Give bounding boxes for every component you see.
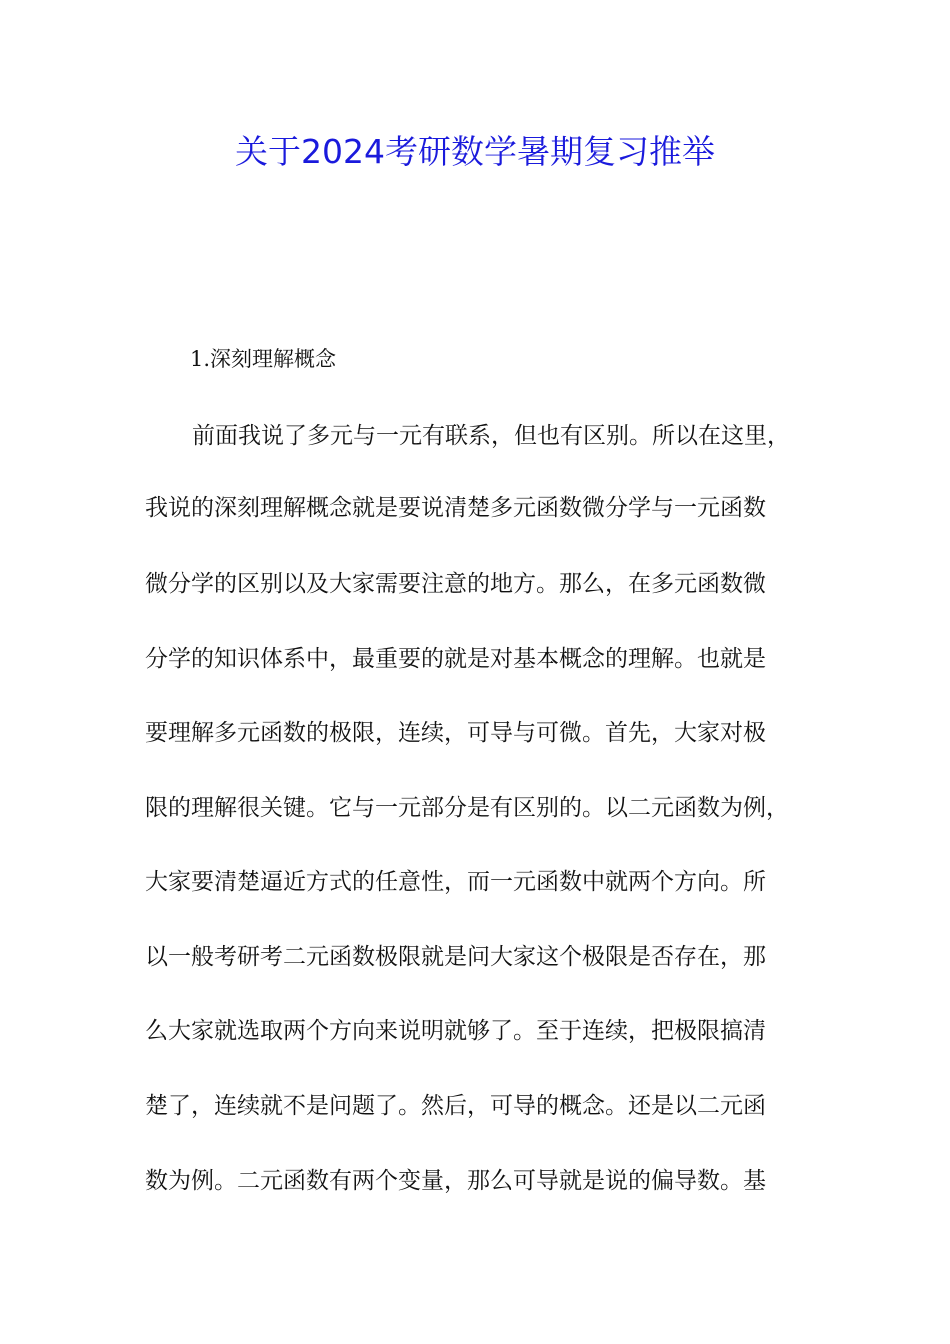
- paragraph-line: 以一般考研考二元函数极限就是问大家这个极限是否存在，那: [145, 944, 766, 970]
- paragraph-line: 楚了，连续就不是问题了。然后，可导的概念。还是以二元函: [145, 1093, 766, 1119]
- paragraph-line: 么大家就选取两个方向来说明就够了。至于连续，把极限搞清: [145, 1018, 766, 1044]
- paragraph-line: 数为例。二元函数有两个变量，那么可导就是说的偏导数。基: [145, 1168, 766, 1194]
- paragraph-line: 分学的知识体系中，最重要的就是对基本概念的理解。也就是: [145, 646, 766, 672]
- paragraph-line: 前面我说了多元与一元有联系，但也有区别。所以在这里，: [192, 423, 790, 449]
- paragraph-line: 微分学的区别以及大家需要注意的地方。那么，在多元函数微: [145, 571, 766, 597]
- paragraph-line: 限的理解很关键。它与一元部分是有区别的。以二元函数为例，: [145, 795, 789, 821]
- paragraph-line: 要理解多元函数的极限，连续，可导与可微。首先，大家对极: [145, 720, 766, 746]
- document-title: 关于2024考研数学暑期复习推举: [235, 132, 715, 171]
- section-heading: 1.深刻理解概念: [190, 347, 337, 371]
- paragraph-line: 大家要清楚逼近方式的任意性，而一元函数中就两个方向。所: [145, 869, 766, 895]
- paragraph-line: 我说的深刻理解概念就是要说清楚多元函数微分学与一元函数: [145, 495, 766, 521]
